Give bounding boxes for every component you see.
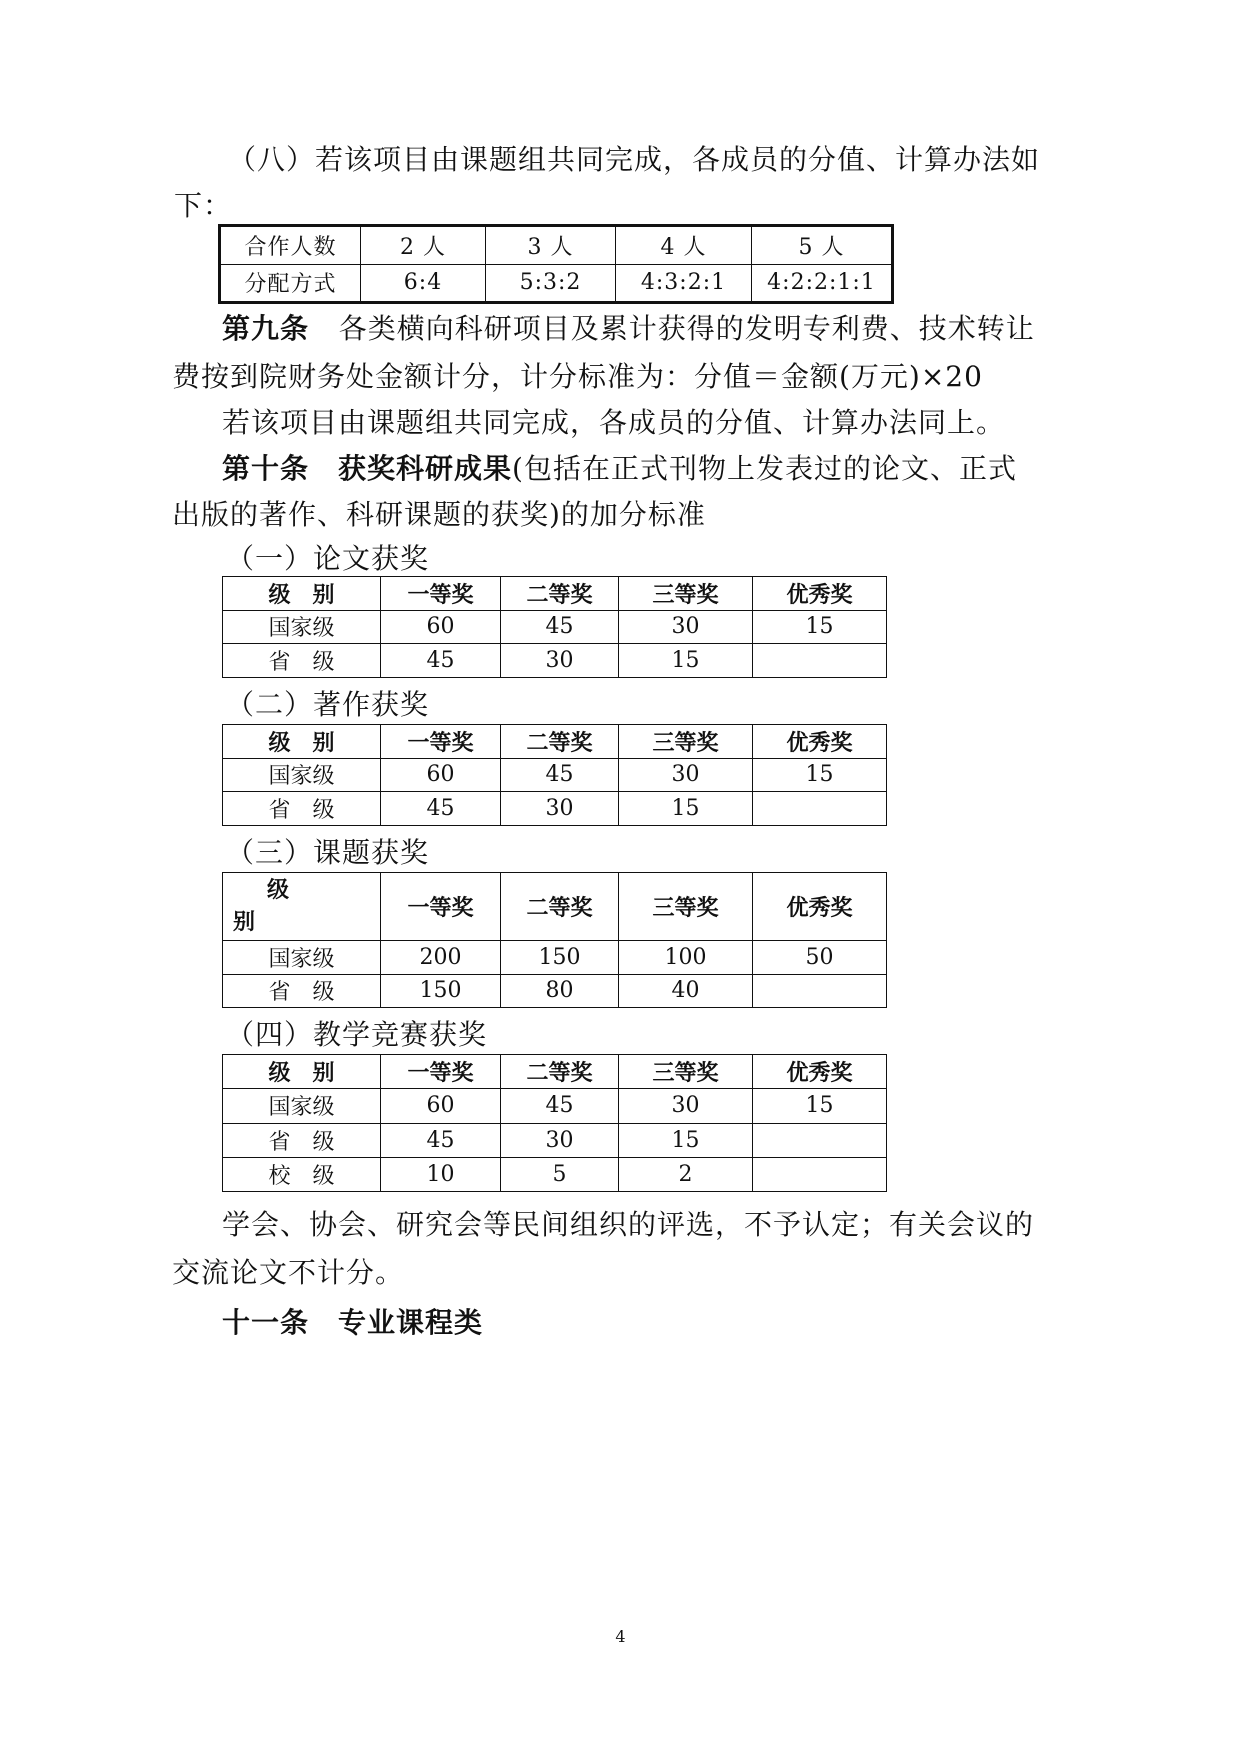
table-cell: 5 bbox=[501, 1157, 619, 1191]
article-9-line3: 若该项目由课题组共同完成，各成员的分值、计算办法同上。 bbox=[222, 406, 1006, 439]
table-cell: 60 bbox=[381, 610, 501, 644]
table-row bbox=[223, 610, 887, 644]
table-cell: 45 bbox=[381, 1123, 501, 1157]
table-cell: 10 bbox=[381, 1157, 501, 1191]
table-row bbox=[223, 1089, 887, 1123]
paragraph-8-line2: 下： bbox=[174, 189, 233, 222]
table-cell: 40 bbox=[619, 974, 753, 1008]
header-cell: 三等奖 bbox=[619, 725, 753, 759]
table-row bbox=[220, 226, 893, 265]
table-cell: 30 bbox=[501, 1123, 619, 1157]
header-split-top: 级 bbox=[267, 877, 290, 903]
table-cell: 30 bbox=[501, 644, 619, 678]
table-cell: 4 人 bbox=[616, 226, 752, 265]
table-row bbox=[223, 758, 887, 792]
table-cell: 15 bbox=[619, 644, 753, 678]
article-9-line2: 费按到院财务处金额计分，计分标准为：分值＝金额(万元)×20 bbox=[172, 360, 983, 393]
table-header-row bbox=[223, 873, 887, 941]
table-cell: 30 bbox=[619, 758, 753, 792]
teaching-award-table bbox=[222, 1054, 887, 1192]
table-row bbox=[223, 792, 887, 826]
header-cell: 优秀奖 bbox=[753, 1055, 887, 1089]
table-cell: 5 人 bbox=[752, 226, 893, 265]
table-cell: 15 bbox=[619, 1123, 753, 1157]
paper-award-title: （一）论文获奖 bbox=[226, 542, 430, 575]
table-row bbox=[223, 1123, 887, 1157]
header-cell: 级 别 bbox=[223, 577, 381, 611]
header-cell: 三等奖 bbox=[619, 1055, 753, 1089]
header-split-bottom: 别 bbox=[233, 909, 256, 935]
table-cell: 30 bbox=[619, 1089, 753, 1123]
table-header-row bbox=[223, 725, 887, 759]
project-award-table bbox=[222, 872, 887, 1008]
table-cell: 省 级 bbox=[223, 974, 381, 1008]
table-cell: 50 bbox=[753, 941, 887, 975]
book-award-table bbox=[222, 724, 887, 826]
table-cell: 4:3:2:1 bbox=[616, 264, 752, 303]
table-cell: 分配方式 bbox=[220, 264, 361, 303]
header-cell: 二等奖 bbox=[501, 1055, 619, 1089]
table-row bbox=[223, 974, 887, 1008]
table-cell: 60 bbox=[381, 758, 501, 792]
table-cell: 省 级 bbox=[223, 644, 381, 678]
table-cell: 6:4 bbox=[361, 264, 486, 303]
table-cell bbox=[753, 792, 887, 826]
table-header-row bbox=[223, 577, 887, 611]
table-cell: 5:3:2 bbox=[486, 264, 616, 303]
table-cell: 150 bbox=[501, 941, 619, 975]
table-cell: 150 bbox=[381, 974, 501, 1008]
paragraph-8-line1: （八）若该项目由课题组共同完成，各成员的分值、计算办法如 bbox=[228, 143, 1041, 176]
table-cell: 省 级 bbox=[223, 1123, 381, 1157]
table-cell bbox=[753, 974, 887, 1008]
header-cell: 优秀奖 bbox=[753, 873, 887, 941]
table-cell: 3 人 bbox=[486, 226, 616, 265]
table-cell: 45 bbox=[501, 610, 619, 644]
header-cell: 优秀奖 bbox=[753, 725, 887, 759]
table-cell bbox=[753, 644, 887, 678]
table-cell: 30 bbox=[501, 792, 619, 826]
table-row bbox=[223, 1157, 887, 1191]
article-9-heading: 第九条 bbox=[222, 312, 310, 345]
table-cell: 45 bbox=[501, 1089, 619, 1123]
table-cell: 4:2:2:1:1 bbox=[752, 264, 893, 303]
table-cell: 15 bbox=[753, 758, 887, 792]
table-row bbox=[220, 264, 893, 303]
table-cell: 30 bbox=[619, 610, 753, 644]
article-11-heading: 十一条 专业课程类 bbox=[222, 1306, 484, 1339]
table-cell: 45 bbox=[381, 792, 501, 826]
page-number: 4 bbox=[615, 1627, 626, 1646]
article-10-heading: 第十条 获奖科研成果 bbox=[222, 452, 513, 485]
split-ratio-table bbox=[218, 224, 894, 304]
table-cell: 15 bbox=[753, 1089, 887, 1123]
project-award-title: （三）课题获奖 bbox=[226, 836, 430, 869]
table-cell: 2 bbox=[619, 1157, 753, 1191]
header-cell: 二等奖 bbox=[501, 725, 619, 759]
header-cell: 一等奖 bbox=[381, 1055, 501, 1089]
table-cell bbox=[753, 1123, 887, 1157]
table-cell: 15 bbox=[753, 610, 887, 644]
table-cell: 80 bbox=[501, 974, 619, 1008]
table-cell: 国家级 bbox=[223, 1089, 381, 1123]
header-cell: 一等奖 bbox=[381, 873, 501, 941]
header-cell-split bbox=[223, 873, 381, 941]
table-cell: 国家级 bbox=[223, 941, 381, 975]
table-cell: 100 bbox=[619, 941, 753, 975]
header-cell: 二等奖 bbox=[501, 873, 619, 941]
table-cell: 国家级 bbox=[223, 758, 381, 792]
table-cell: 省 级 bbox=[223, 792, 381, 826]
paper-award-table bbox=[222, 576, 887, 678]
book-award-title: （二）著作获奖 bbox=[226, 688, 430, 721]
header-cell: 优秀奖 bbox=[753, 577, 887, 611]
article-10-line2: 出版的著作、科研课题的获奖)的加分标准 bbox=[172, 498, 706, 531]
table-cell: 15 bbox=[619, 792, 753, 826]
header-cell: 级 别 bbox=[223, 1055, 381, 1089]
teaching-award-title: （四）教学竞赛获奖 bbox=[226, 1018, 488, 1051]
header-cell: 一等奖 bbox=[381, 725, 501, 759]
article-9-text: 各类横向科研项目及累计获得的发明专利费、技术转让 bbox=[338, 312, 1035, 345]
table-cell: 合作人数 bbox=[220, 226, 361, 265]
article-10-text: (包括在正式刊物上发表过的论文、正式 bbox=[512, 452, 1017, 485]
table-header-row bbox=[223, 1055, 887, 1089]
header-cell: 三等奖 bbox=[619, 873, 753, 941]
header-cell: 三等奖 bbox=[619, 577, 753, 611]
table-cell bbox=[753, 1157, 887, 1191]
header-cell: 二等奖 bbox=[501, 577, 619, 611]
note-line1: 学会、协会、研究会等民间组织的评选，不予认定；有关会议的 bbox=[222, 1208, 1035, 1241]
table-cell: 45 bbox=[381, 644, 501, 678]
table-cell: 45 bbox=[501, 758, 619, 792]
table-cell: 200 bbox=[381, 941, 501, 975]
table-cell: 校 级 bbox=[223, 1157, 381, 1191]
table-row bbox=[223, 941, 887, 975]
header-cell: 一等奖 bbox=[381, 577, 501, 611]
header-cell: 级 别 bbox=[223, 725, 381, 759]
note-line2: 交流论文不计分。 bbox=[172, 1256, 405, 1289]
table-row bbox=[223, 644, 887, 678]
table-cell: 60 bbox=[381, 1089, 501, 1123]
table-cell: 2 人 bbox=[361, 226, 486, 265]
table-cell: 国家级 bbox=[223, 610, 381, 644]
